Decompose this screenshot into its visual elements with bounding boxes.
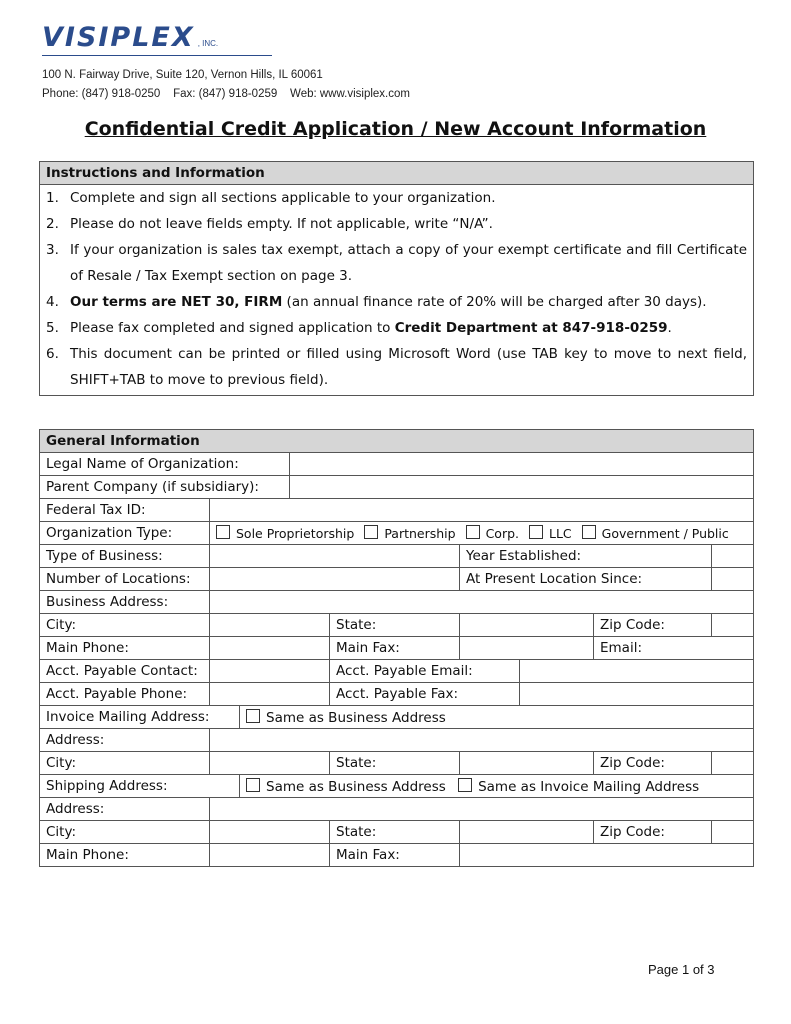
legal-name-field[interactable] — [290, 453, 754, 476]
invoice-zip-label: Zip Code: — [594, 752, 712, 775]
instruction-text-part: If your organization is sales tax exempt, attach a copy of your exempt certificate and fill Certificate of Resale / Tax Exempt section on page 3. — [70, 242, 747, 284]
main-phone-field[interactable] — [210, 637, 330, 660]
checkbox[interactable] — [458, 778, 472, 792]
instruction-item — [46, 211, 747, 237]
instruction-item — [46, 289, 747, 315]
checkbox[interactable] — [529, 525, 543, 539]
org-type-label: Organization Type: — [40, 522, 210, 545]
parent-company-label: Parent Company (if subsidiary): — [40, 476, 290, 499]
business-zip-label: Zip Code: — [594, 614, 712, 637]
instruction-item — [46, 341, 747, 393]
instruction-text — [70, 237, 747, 289]
num-locations-field[interactable] — [210, 568, 460, 591]
instruction-text-part: . — [667, 320, 672, 336]
org-type-options — [210, 522, 754, 545]
invoice-city-field[interactable] — [210, 752, 330, 775]
instruction-item — [46, 237, 747, 289]
ap-contact-label: Acct. Payable Contact: — [40, 660, 210, 683]
instruction-number: 2. — [46, 216, 59, 232]
shipping-state-field[interactable] — [460, 821, 594, 844]
ap-contact-field[interactable] — [210, 660, 330, 683]
checkbox[interactable] — [582, 525, 596, 539]
instruction-item — [46, 315, 747, 341]
invoice-street-label: Address: — [40, 729, 210, 752]
checkbox[interactable] — [364, 525, 378, 539]
shipping-fax-label: Main Fax: — [330, 844, 460, 867]
invoice-state-label: State: — [330, 752, 460, 775]
instruction-bold-text: Credit Department at 847-918-0259 — [394, 320, 668, 336]
ap-email-label: Acct. Payable Email: — [330, 660, 520, 683]
invoice-street-field[interactable] — [210, 729, 754, 752]
instruction-item — [46, 185, 747, 211]
address-line: 100 N. Fairway Drive, Suite 120, Vernon Hills, IL 60061 — [42, 69, 323, 81]
shipping-phone-label: Main Phone: — [40, 844, 210, 867]
org-option-sole[interactable]: Sole Proprietorship — [216, 526, 354, 541]
logo-suffix: , INC. — [197, 39, 219, 48]
main-fax-field[interactable] — [460, 637, 594, 660]
shipping-same-invoice[interactable]: Same as Invoice Mailing Address — [458, 779, 699, 795]
present-location-label: At Present Location Since: — [460, 568, 712, 591]
instruction-number: 1. — [46, 190, 59, 206]
instructions-list — [46, 185, 747, 393]
ap-fax-field[interactable] — [520, 683, 754, 706]
org-option-llc[interactable]: LLC — [529, 526, 572, 541]
year-established-field[interactable] — [712, 545, 754, 568]
email-label: Email: — [594, 637, 754, 660]
ap-phone-field[interactable] — [210, 683, 330, 706]
logo-text: VISIPLEX — [42, 22, 195, 53]
general-info-section — [39, 429, 754, 867]
business-city-field[interactable] — [210, 614, 330, 637]
company-logo — [42, 24, 462, 52]
year-established-label: Year Established: — [460, 545, 712, 568]
checkbox[interactable] — [246, 709, 260, 723]
instruction-text-part: Complete and sign all sections applicable to your organization. — [70, 190, 496, 206]
present-location-field[interactable] — [712, 568, 754, 591]
contact-line: Phone: (847) 918-0250 Fax: (847) 918-0259 Web: www.visiplex.com — [42, 88, 410, 100]
type-of-business-label: Type of Business: — [40, 545, 210, 568]
shipping-address-label: Shipping Address: — [40, 775, 240, 798]
business-city-label: City: — [40, 614, 210, 637]
shipping-street-field[interactable] — [210, 798, 754, 821]
ap-email-field[interactable] — [520, 660, 754, 683]
instruction-number: 6. — [46, 346, 59, 362]
invoice-same-option[interactable]: Same as Business Address — [240, 706, 754, 729]
type-of-business-field[interactable] — [210, 545, 460, 568]
letterhead — [42, 24, 462, 104]
instructions-section — [39, 161, 754, 396]
instruction-number: 5. — [46, 320, 59, 336]
instruction-text — [70, 211, 747, 237]
instruction-text-part: (an annual finance rate of 20% will be charged after 30 days). — [282, 294, 707, 310]
business-state-label: State: — [330, 614, 460, 637]
instructions-heading: Instructions and Information — [40, 162, 754, 185]
num-locations-label: Number of Locations: — [40, 568, 210, 591]
instruction-number: 3. — [46, 242, 59, 258]
general-heading: General Information — [40, 430, 754, 453]
federal-tax-id-label: Federal Tax ID: — [40, 499, 210, 522]
shipping-same-options — [240, 775, 754, 798]
invoice-city-label: City: — [40, 752, 210, 775]
shipping-city-label: City: — [40, 821, 210, 844]
business-zip-field[interactable] — [712, 614, 754, 637]
shipping-same-business[interactable]: Same as Business Address — [246, 779, 446, 795]
shipping-zip-label: Zip Code: — [594, 821, 712, 844]
business-address-label: Business Address: — [40, 591, 210, 614]
page-number: Page 1 of 3 — [648, 962, 715, 977]
instruction-number: 4. — [46, 294, 59, 310]
ap-fax-label: Acct. Payable Fax: — [330, 683, 520, 706]
main-fax-label: Main Fax: — [330, 637, 460, 660]
instruction-bold-text: Our terms are NET 30, FIRM — [70, 294, 283, 310]
page-title: Confidential Credit Application / New Account Information — [84, 118, 707, 140]
invoice-zip-field[interactable] — [712, 752, 754, 775]
instruction-text-part: This document can be printed or filled using Microsoft Word (use TAB key to move to next field, SHIFT+TAB to move to previous field). — [70, 346, 747, 388]
instruction-text-part: Please fax completed and signed application to — [70, 320, 395, 336]
instruction-text — [70, 289, 747, 315]
checkbox[interactable] — [216, 525, 230, 539]
instruction-text — [70, 315, 747, 341]
legal-name-label: Legal Name of Organization: — [40, 453, 290, 476]
invoice-address-label: Invoice Mailing Address: — [40, 706, 240, 729]
shipping-state-label: State: — [330, 821, 460, 844]
business-state-field[interactable] — [460, 614, 594, 637]
checkbox[interactable] — [246, 778, 260, 792]
parent-company-field[interactable] — [290, 476, 754, 499]
instruction-text-part: Please do not leave fields empty. If not applicable, write “N/A”. — [70, 216, 493, 232]
ap-phone-label: Acct. Payable Phone: — [40, 683, 210, 706]
instruction-text — [70, 185, 747, 211]
org-option-partnership[interactable]: Partnership — [364, 526, 455, 541]
instruction-text — [70, 341, 747, 393]
org-option-corp[interactable]: Corp. — [466, 526, 519, 541]
shipping-fax-field[interactable] — [460, 844, 754, 867]
business-address-field[interactable] — [210, 591, 754, 614]
checkbox[interactable] — [466, 525, 480, 539]
shipping-street-label: Address: — [40, 798, 210, 821]
federal-tax-id-field[interactable] — [210, 499, 754, 522]
shipping-phone-field[interactable] — [210, 844, 330, 867]
logo-underline — [42, 55, 272, 56]
org-option-government[interactable]: Government / Public — [582, 526, 729, 541]
main-phone-label: Main Phone: — [40, 637, 210, 660]
shipping-city-field[interactable] — [210, 821, 330, 844]
shipping-zip-field[interactable] — [712, 821, 754, 844]
invoice-state-field[interactable] — [460, 752, 594, 775]
